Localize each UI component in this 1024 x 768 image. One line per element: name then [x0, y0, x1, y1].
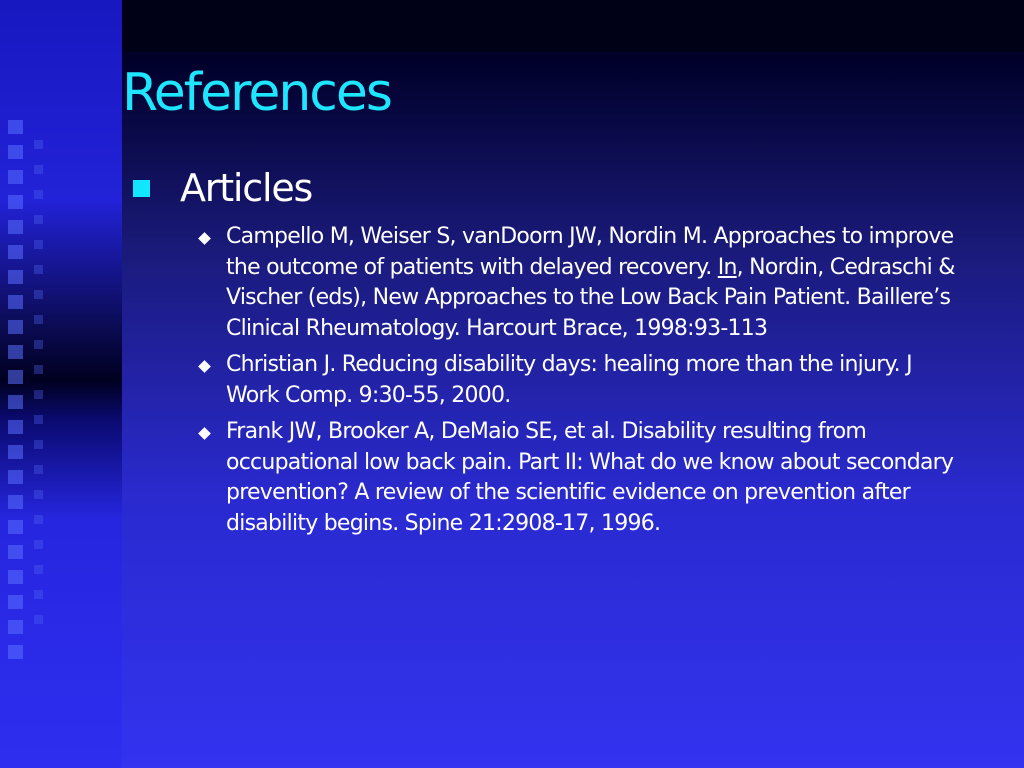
decorative-tile [34, 265, 43, 274]
decorative-tile [8, 170, 23, 184]
decorative-tile [8, 295, 23, 309]
decorative-tile-column-secondary [34, 140, 44, 640]
diamond-bullet-icon [198, 360, 211, 373]
decorative-tile [8, 645, 23, 659]
decorative-tile [8, 120, 23, 134]
decorative-tile [8, 595, 23, 609]
square-bullet-icon [133, 180, 150, 197]
top-dark-band [122, 0, 1024, 52]
decorative-tile [34, 540, 43, 549]
decorative-tile [34, 615, 43, 624]
decorative-tile [8, 620, 23, 634]
diamond-bullet-icon [198, 232, 211, 245]
decorative-tile [8, 495, 23, 509]
decorative-tile [34, 590, 43, 599]
list-item [196, 222, 976, 344]
section-heading-label: Articles [180, 166, 313, 210]
decorative-tile [8, 395, 23, 409]
left-decorative-strip [0, 0, 122, 768]
decorative-tile [34, 340, 43, 349]
decorative-tile [8, 320, 23, 334]
reference-text: Frank JW, Brooker A, DeMaio SE, et al. Disability resulting from occupational low back pain. Part II: What do we know about secondary prevention? A review of the scientific evidence on prevention after disability begins. Spine 21:2908-17, 1996. [226, 419, 954, 536]
reference-text: Christian J. Reducing disability days: healing more than the injury. J Work Comp. 9:30-55, 2000. [226, 352, 912, 408]
reference-underlined-word: In [717, 254, 737, 280]
decorative-tile [8, 270, 23, 284]
decorative-tile [8, 570, 23, 584]
decorative-tile [34, 190, 43, 199]
decorative-tile [8, 195, 23, 209]
decorative-tile [34, 490, 43, 499]
slide-title: References [122, 63, 391, 123]
reference-text [226, 222, 956, 344]
decorative-tile [8, 470, 23, 484]
decorative-tile [34, 390, 43, 399]
section-heading [133, 165, 312, 211]
decorative-tile [8, 245, 23, 259]
reference-text-part: , Nordin, Cedraschi & Vischer (eds), New Approaches to the Low Back Pain Patient. Baillere’s Clinical Rheumatology. Harcourt Brace, 1998:93-113 [226, 254, 955, 341]
decorative-tile [8, 445, 23, 459]
decorative-tile [34, 515, 43, 524]
decorative-tile [8, 420, 23, 434]
decorative-tile [34, 240, 43, 249]
reference-list [196, 222, 976, 545]
decorative-tile [34, 465, 43, 474]
list-item [196, 417, 976, 539]
decorative-tile [8, 545, 23, 559]
decorative-tile [34, 165, 43, 174]
diamond-bullet-icon [198, 427, 211, 440]
decorative-tile [8, 370, 23, 384]
decorative-tile [8, 145, 23, 159]
decorative-tile-column [8, 120, 24, 670]
decorative-tile [34, 440, 43, 449]
decorative-tile [34, 365, 43, 374]
decorative-tile [34, 565, 43, 574]
decorative-tile [34, 290, 43, 299]
list-item [196, 350, 976, 411]
decorative-tile [34, 415, 43, 424]
decorative-tile [8, 520, 23, 534]
decorative-tile [34, 140, 43, 149]
decorative-tile [8, 220, 23, 234]
decorative-tile [8, 345, 23, 359]
decorative-tile [34, 315, 43, 324]
decorative-tile [34, 215, 43, 224]
reference-text-part: Campello M, Weiser S, vanDoorn JW, Nordin M. Approaches to improve the outcome of patients with delayed recovery. [226, 224, 954, 280]
